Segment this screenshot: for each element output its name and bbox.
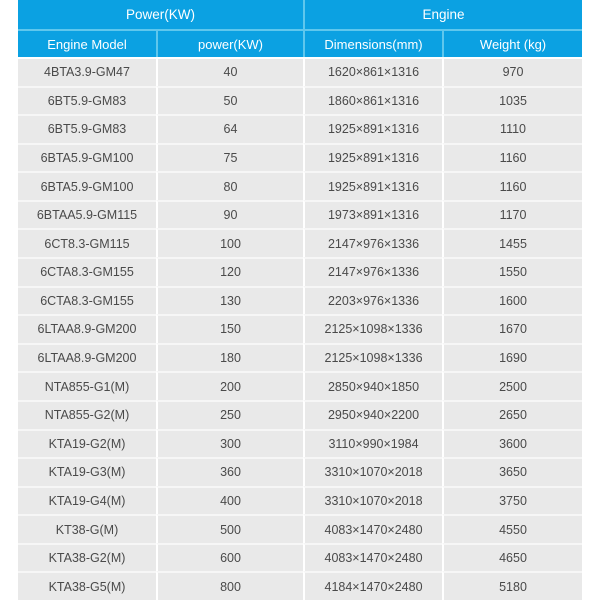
cell-dimensions: 4184×1470×2480 bbox=[303, 571, 442, 600]
cell-weight: 1170 bbox=[442, 200, 582, 229]
cell-weight: 5180 bbox=[442, 571, 582, 600]
table-row bbox=[18, 314, 582, 343]
cell-power: 150 bbox=[156, 314, 303, 343]
cell-weight: 1550 bbox=[442, 257, 582, 286]
table-row bbox=[18, 86, 582, 115]
table-row bbox=[18, 571, 582, 600]
cell-dimensions: 1925×891×1316 bbox=[303, 143, 442, 172]
cell-dimensions: 4083×1470×2480 bbox=[303, 543, 442, 572]
cell-dimensions: 1860×861×1316 bbox=[303, 86, 442, 115]
cell-weight: 1160 bbox=[442, 143, 582, 172]
cell-power: 80 bbox=[156, 171, 303, 200]
cell-power: 300 bbox=[156, 429, 303, 458]
table-row bbox=[18, 114, 582, 143]
cell-power: 360 bbox=[156, 457, 303, 486]
cell-dimensions: 3110×990×1984 bbox=[303, 429, 442, 458]
cell-dimensions: 4083×1470×2480 bbox=[303, 514, 442, 543]
cell-engine-model: 6BTA5.9-GM100 bbox=[18, 143, 156, 172]
column-header-weight: Weight (kg) bbox=[442, 29, 582, 57]
table-row bbox=[18, 486, 582, 515]
engine-spec-table bbox=[18, 0, 582, 600]
cell-engine-model: 4BTA3.9-GM47 bbox=[18, 57, 156, 86]
cell-weight: 1160 bbox=[442, 171, 582, 200]
table-row bbox=[18, 543, 582, 572]
cell-power: 200 bbox=[156, 371, 303, 400]
cell-engine-model: KTA19-G4(M) bbox=[18, 486, 156, 515]
cell-weight: 3650 bbox=[442, 457, 582, 486]
column-header-engine-model: Engine Model bbox=[18, 29, 156, 57]
table-row bbox=[18, 57, 582, 86]
cell-power: 180 bbox=[156, 343, 303, 372]
table-row bbox=[18, 228, 582, 257]
cell-power: 100 bbox=[156, 228, 303, 257]
table-row bbox=[18, 343, 582, 372]
cell-engine-model: 6BTA5.9-GM100 bbox=[18, 171, 156, 200]
cell-engine-model: NTA855-G2(M) bbox=[18, 400, 156, 429]
table-row bbox=[18, 514, 582, 543]
cell-engine-model: KT38-G(M) bbox=[18, 514, 156, 543]
table-row bbox=[18, 286, 582, 315]
cell-dimensions: 2125×1098×1336 bbox=[303, 343, 442, 372]
cell-dimensions: 1620×861×1316 bbox=[303, 57, 442, 86]
cell-engine-model: 6CT8.3-GM115 bbox=[18, 228, 156, 257]
header-group-row bbox=[18, 0, 582, 29]
table-header bbox=[18, 0, 582, 57]
cell-dimensions: 2125×1098×1336 bbox=[303, 314, 442, 343]
cell-weight: 970 bbox=[442, 57, 582, 86]
cell-power: 400 bbox=[156, 486, 303, 515]
table-row bbox=[18, 171, 582, 200]
cell-power: 64 bbox=[156, 114, 303, 143]
cell-engine-model: NTA855-G1(M) bbox=[18, 371, 156, 400]
cell-engine-model: KTA19-G2(M) bbox=[18, 429, 156, 458]
table-body bbox=[18, 57, 582, 600]
cell-weight: 2500 bbox=[442, 371, 582, 400]
cell-dimensions: 2850×940×1850 bbox=[303, 371, 442, 400]
cell-power: 90 bbox=[156, 200, 303, 229]
cell-weight: 1110 bbox=[442, 114, 582, 143]
cell-power: 130 bbox=[156, 286, 303, 315]
cell-dimensions: 3310×1070×2018 bbox=[303, 457, 442, 486]
cell-weight: 1600 bbox=[442, 286, 582, 315]
column-header-row bbox=[18, 29, 582, 57]
cell-weight: 4550 bbox=[442, 514, 582, 543]
table-row bbox=[18, 371, 582, 400]
cell-engine-model: 6BTAA5.9-GM115 bbox=[18, 200, 156, 229]
cell-power: 75 bbox=[156, 143, 303, 172]
cell-power: 800 bbox=[156, 571, 303, 600]
cell-power: 50 bbox=[156, 86, 303, 115]
cell-engine-model: 6CTA8.3-GM155 bbox=[18, 257, 156, 286]
cell-power: 250 bbox=[156, 400, 303, 429]
table-row bbox=[18, 457, 582, 486]
cell-dimensions: 1973×891×1316 bbox=[303, 200, 442, 229]
table-row bbox=[18, 143, 582, 172]
cell-dimensions: 3310×1070×2018 bbox=[303, 486, 442, 515]
cell-power: 40 bbox=[156, 57, 303, 86]
table-row bbox=[18, 200, 582, 229]
cell-engine-model: KTA38-G5(M) bbox=[18, 571, 156, 600]
cell-weight: 3600 bbox=[442, 429, 582, 458]
cell-weight: 4650 bbox=[442, 543, 582, 572]
cell-dimensions: 2147×976×1336 bbox=[303, 257, 442, 286]
cell-engine-model: 6BT5.9-GM83 bbox=[18, 86, 156, 115]
cell-weight: 1670 bbox=[442, 314, 582, 343]
cell-weight: 3750 bbox=[442, 486, 582, 515]
cell-weight: 1035 bbox=[442, 86, 582, 115]
cell-power: 600 bbox=[156, 543, 303, 572]
cell-power: 120 bbox=[156, 257, 303, 286]
cell-dimensions: 2203×976×1336 bbox=[303, 286, 442, 315]
cell-dimensions: 1925×891×1316 bbox=[303, 114, 442, 143]
cell-dimensions: 2950×940×2200 bbox=[303, 400, 442, 429]
header-group-power: Power(KW) bbox=[18, 0, 303, 29]
column-header-power: power(KW) bbox=[156, 29, 303, 57]
table-row bbox=[18, 429, 582, 458]
cell-dimensions: 2147×976×1336 bbox=[303, 228, 442, 257]
table-row bbox=[18, 400, 582, 429]
cell-weight: 1690 bbox=[442, 343, 582, 372]
cell-engine-model: 6LTAA8.9-GM200 bbox=[18, 343, 156, 372]
cell-dimensions: 1925×891×1316 bbox=[303, 171, 442, 200]
cell-engine-model: KTA19-G3(M) bbox=[18, 457, 156, 486]
cell-weight: 1455 bbox=[442, 228, 582, 257]
cell-engine-model: 6CTA8.3-GM155 bbox=[18, 286, 156, 315]
header-group-engine: Engine bbox=[303, 0, 582, 29]
cell-power: 500 bbox=[156, 514, 303, 543]
cell-engine-model: KTA38-G2(M) bbox=[18, 543, 156, 572]
cell-engine-model: 6LTAA8.9-GM200 bbox=[18, 314, 156, 343]
cell-weight: 2650 bbox=[442, 400, 582, 429]
column-header-dimensions: Dimensions(mm) bbox=[303, 29, 442, 57]
cell-engine-model: 6BT5.9-GM83 bbox=[18, 114, 156, 143]
table-row bbox=[18, 257, 582, 286]
